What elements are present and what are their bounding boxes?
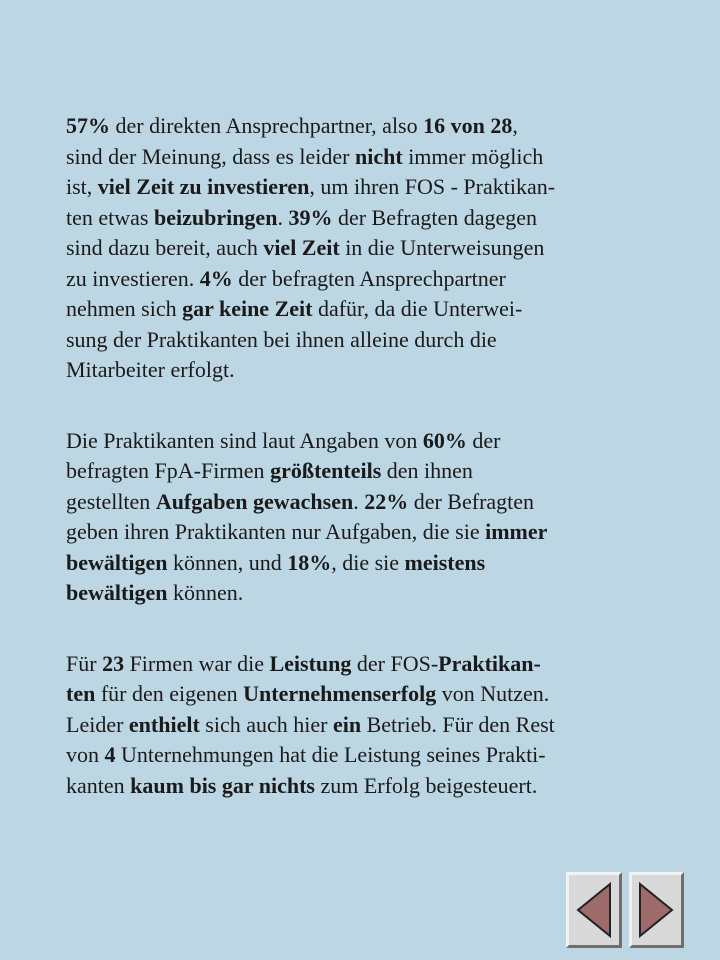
- bold-text: immer: [485, 519, 548, 544]
- bold-text: viel Zeit zu investieren: [97, 174, 310, 199]
- text-segment: nehmen sich: [66, 296, 183, 321]
- text-segment: in die Unterweisungen: [339, 235, 545, 260]
- text-line: [66, 679, 706, 710]
- text-segment: kanten: [66, 772, 131, 798]
- text-segment: der direkten Ansprechpartner, also: [110, 113, 424, 138]
- text-segment: der: [466, 427, 501, 453]
- text-segment: Unternehmungen hat die Leistung seines Prakti-: [115, 742, 546, 767]
- text-segment: .: [353, 488, 365, 514]
- text-segment: ,: [512, 113, 518, 138]
- bold-text: 16 von 28: [423, 113, 513, 138]
- bold-text: beizubringen: [153, 204, 278, 230]
- text-body: [66, 111, 706, 841]
- bold-text: 57%: [66, 113, 110, 138]
- bold-text: 60%: [422, 427, 467, 453]
- bold-text: 4: [104, 742, 116, 767]
- text-segment: Die Praktikanten sind laut Angaben von: [66, 427, 423, 453]
- text-segment: können, und: [167, 549, 288, 575]
- next-slide-button[interactable]: [629, 872, 685, 948]
- bold-text: nicht: [355, 143, 403, 169]
- bold-text: viel Zeit: [263, 235, 340, 260]
- text-segment: sich auch hier: [199, 711, 333, 737]
- bold-text: bewältigen: [66, 549, 168, 575]
- text-line: [66, 771, 706, 802]
- text-line: [66, 487, 706, 518]
- bold-text: Aufgaben gewachsen: [155, 488, 354, 514]
- text-segment: sind dazu bereit, auch: [66, 235, 264, 260]
- bold-text: 22%: [364, 488, 409, 514]
- triangle-right-icon: [636, 880, 676, 940]
- text-line: [66, 172, 706, 203]
- bold-text: 4%: [199, 265, 233, 291]
- text-segment: den ihnen: [381, 458, 473, 483]
- text-segment: ist,: [66, 174, 98, 199]
- bold-text: meistens: [404, 549, 486, 575]
- text-line: [66, 264, 706, 295]
- text-segment: Für: [66, 650, 103, 676]
- text-line: [66, 355, 706, 386]
- text-segment: dafür, da die Unterwei-: [312, 296, 523, 321]
- bold-text: bewältigen: [66, 580, 168, 605]
- bold-text: kaum bis gar nichts: [130, 772, 315, 798]
- text-line: [66, 710, 706, 741]
- text-segment: können.: [167, 580, 244, 605]
- bold-text: 23: [102, 650, 125, 676]
- bold-text: Unternehmenserfolg: [243, 681, 437, 706]
- previous-slide-button[interactable]: [566, 872, 622, 948]
- text-segment: geben ihren Praktikanten nur Aufgaben, die sie: [66, 519, 486, 544]
- text-line: [66, 111, 706, 142]
- paragraph: [66, 111, 706, 386]
- bold-text: Praktikan-: [438, 650, 541, 676]
- text-segment: für den eigenen: [95, 681, 244, 706]
- text-segment: ten etwas: [66, 204, 154, 230]
- text-line: [66, 548, 706, 579]
- bold-text: enthielt: [128, 711, 200, 737]
- text-line: [66, 649, 706, 680]
- text-segment: von: [66, 742, 105, 767]
- text-line: [66, 142, 706, 173]
- text-segment: immer möglich: [402, 143, 544, 169]
- text-segment: der befragten Ansprechpartner: [232, 265, 506, 291]
- bold-text: gar keine Zeit: [182, 296, 313, 321]
- text-segment: sind der Meinung, dass es leider: [66, 143, 355, 169]
- bold-text: 39%: [288, 204, 333, 230]
- bold-text: ten: [66, 681, 96, 706]
- text-line: [66, 456, 706, 487]
- text-line: [66, 740, 706, 771]
- text-line: [66, 517, 706, 548]
- paragraph: [66, 426, 706, 609]
- text-line: [66, 203, 706, 234]
- paragraph: [66, 649, 706, 802]
- text-line: [66, 233, 706, 264]
- bold-text: größtenteils: [270, 458, 382, 483]
- bold-text: ein: [332, 711, 362, 737]
- bold-text: 18%: [287, 549, 332, 575]
- text-segment: .: [277, 204, 289, 230]
- slide-navigation: [566, 872, 684, 948]
- text-segment: der FOS-: [351, 650, 439, 676]
- bold-text: Leistung: [269, 650, 352, 676]
- text-line: [66, 578, 706, 609]
- text-line: [66, 294, 706, 325]
- triangle-left-icon: [574, 880, 614, 940]
- text-line: [66, 426, 706, 457]
- text-segment: zu investieren.: [66, 265, 200, 291]
- text-segment: befragten FpA-Firmen: [66, 458, 271, 483]
- text-segment: , die sie: [331, 549, 405, 575]
- text-segment: zum Erfolg beigesteuert.: [314, 772, 538, 798]
- text-line: [66, 325, 706, 356]
- text-segment: , um ihren FOS - Praktikan-: [309, 174, 556, 199]
- text-segment: sung der Praktikanten bei ihnen alleine durch die: [66, 326, 497, 352]
- text-segment: der Befragten dagegen: [332, 204, 538, 230]
- text-segment: Betrieb. Für den Rest: [361, 711, 555, 737]
- text-segment: Mitarbeiter erfolgt.: [66, 357, 235, 382]
- text-segment: gestellten: [66, 488, 156, 514]
- text-segment: Leider: [66, 711, 129, 737]
- text-segment: von Nutzen.: [436, 681, 550, 706]
- text-segment: Firmen war die: [124, 650, 270, 676]
- text-segment: der Befragten: [408, 488, 535, 514]
